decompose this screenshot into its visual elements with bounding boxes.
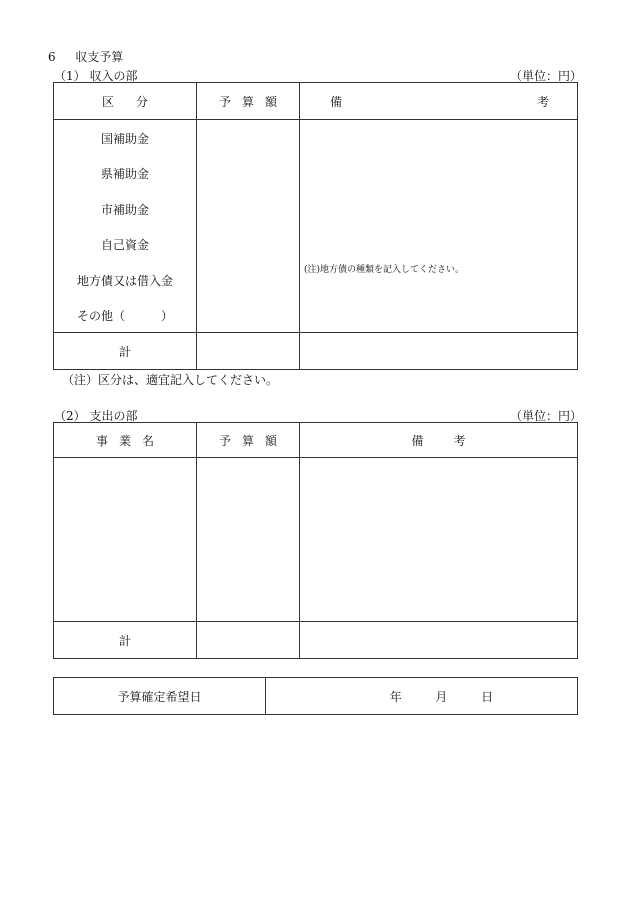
category-item: 自己資金: [100, 238, 149, 253]
category-item: 県補助金: [100, 167, 149, 182]
confirm-date-cell[interactable]: [266, 678, 578, 715]
income-header-budget-label: 予算額: [218, 94, 288, 109]
expense-title: （2） 支出の部: [54, 409, 138, 423]
expense-header-budget: [197, 423, 300, 458]
confirm-row: [54, 678, 578, 715]
income-unit: （単位：円）: [510, 69, 583, 83]
section-heading: [48, 48, 123, 65]
date-year-label: 年: [389, 689, 402, 704]
income-total-budget-cell[interactable]: [197, 333, 300, 370]
category-item: 地方債又は借入金: [76, 273, 173, 288]
income-header-remarks-left: 備: [330, 94, 343, 109]
confirm-table: [53, 677, 578, 715]
income-footnote: （注）区分は、適宜記入してください。: [62, 373, 279, 387]
section-title: 収支予算: [75, 50, 124, 64]
expense-total-row: [54, 622, 578, 659]
category-item: 国補助金: [100, 132, 149, 146]
income-total-row: [54, 333, 578, 370]
expense-header-project-label: 事業名: [95, 433, 165, 448]
income-header-row: [54, 83, 578, 120]
expense-total-budget-cell[interactable]: [197, 622, 300, 659]
expense-header-project: [54, 423, 197, 458]
category-item: その他（ ）: [76, 308, 173, 323]
expense-unit: （単位：円）: [510, 409, 583, 423]
expense-total-label-cell: [54, 622, 197, 659]
income-header-remarks: [300, 83, 578, 120]
income-title: （1） 収入の部: [54, 69, 138, 83]
income-total-label: 計: [118, 344, 131, 359]
confirm-label-cell: [54, 678, 266, 715]
income-header-category: [54, 83, 197, 120]
expense-remarks-cell[interactable]: [300, 458, 578, 622]
expense-header-remarks: [300, 423, 578, 458]
expense-project-cell[interactable]: [54, 458, 197, 622]
expense-total-remarks-cell[interactable]: [300, 622, 578, 659]
expense-header-remarks-label: 備考: [411, 433, 496, 448]
date-month-label: 月: [435, 689, 448, 704]
expense-table: [53, 422, 578, 659]
date-day-label: 日: [481, 689, 494, 704]
remark-note: (注)地方債の種類を記入してください。: [304, 265, 465, 275]
confirm-label: 予算確定希望日: [117, 689, 202, 704]
expense-budget-cell[interactable]: [197, 458, 300, 622]
income-total-label-cell: [54, 333, 197, 370]
income-header-budget: [197, 83, 300, 120]
income-total-remarks-cell[interactable]: [300, 333, 578, 370]
income-header-remarks-right: 考: [536, 94, 549, 109]
expense-body-row: [54, 458, 578, 622]
income-budget-cell[interactable]: [197, 120, 300, 333]
income-header-category-label: 区分: [101, 94, 170, 109]
expense-header-budget-label: 予算額: [218, 433, 288, 448]
income-table: [53, 82, 578, 370]
category-item: 市補助金: [100, 202, 149, 217]
income-remarks-cell[interactable]: [300, 120, 578, 333]
section-number: 6: [48, 50, 56, 64]
expense-header-row: [54, 423, 578, 458]
expense-total-label: 計: [118, 633, 131, 648]
income-body-row: [54, 120, 578, 333]
income-category-cell: [54, 120, 197, 333]
